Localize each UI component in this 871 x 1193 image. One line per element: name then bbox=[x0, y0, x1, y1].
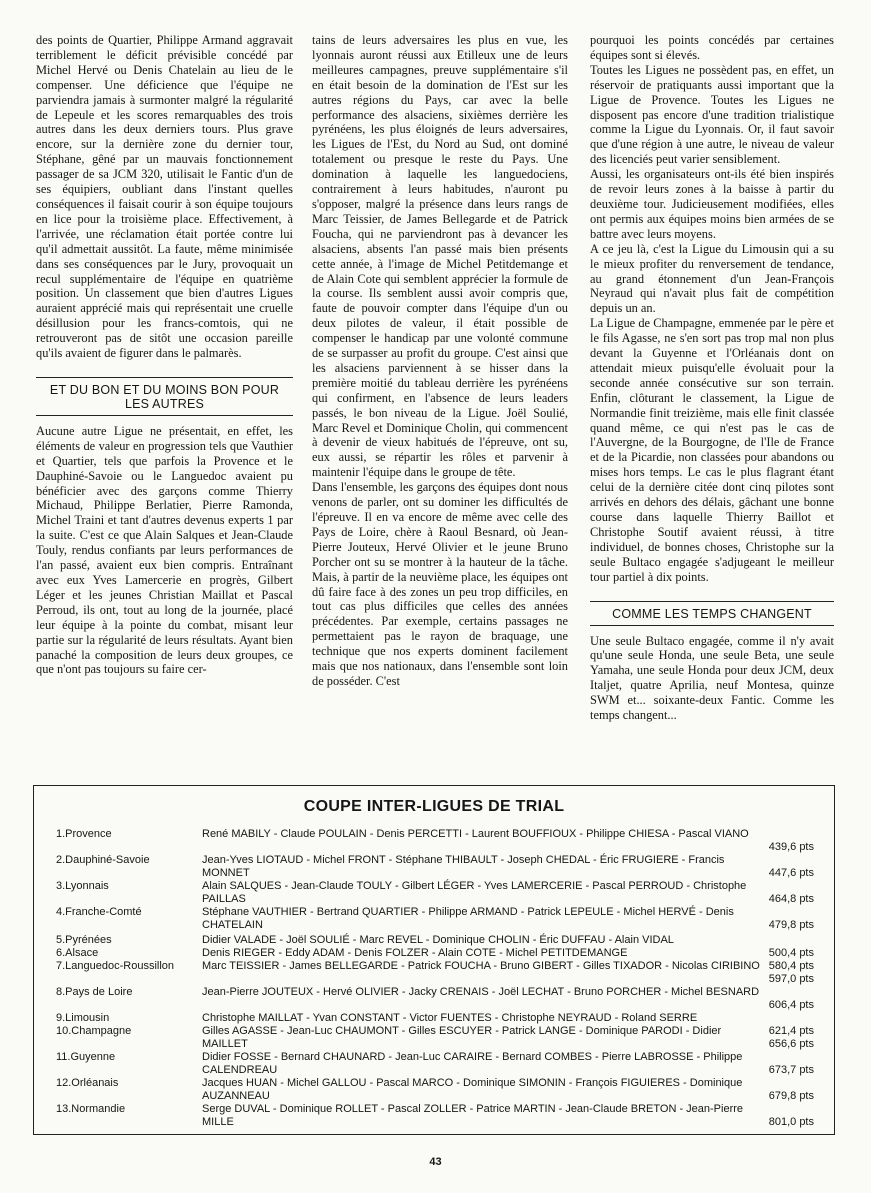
team-rank: 7.Languedoc-Roussillon bbox=[56, 960, 175, 972]
team-rank: 12.Orléanais bbox=[56, 1077, 119, 1089]
team-rank: 13.Normandie bbox=[56, 1103, 126, 1115]
team-rank: 3.Lyonnais bbox=[56, 880, 109, 892]
paragraph: A ce jeu là, c'est la Ligue du Limousin qui a su le mieux profiter du renversement de tendance, au grand étonnement d'un Jean-François Neyraud qui n'avait plus fait de compétition depuis un an. bbox=[590, 241, 834, 316]
article-column-2 bbox=[312, 33, 568, 689]
team-points: 606,4 pts bbox=[768, 999, 814, 1011]
team-riders: Denis RIEGER - Eddy ADAM - Denis FOLZER - Alain COTE - Michel PETITDEMANGE bbox=[202, 947, 628, 959]
team-points: 500,4 pts bbox=[768, 947, 814, 959]
team-rank: 9.Limousin bbox=[56, 1012, 110, 1024]
team-riders: Stéphane VAUTHIER - Bertrand QUARTIER - Philippe ARMAND - Patrick LEPEULE - Michel HERVÉ - Denis CHATELAIN bbox=[202, 906, 734, 931]
page-number: 43 bbox=[429, 1156, 442, 1168]
team-riders: Marc TEISSIER - James BELLEGARDE - Patrick FOUCHA - Bruno GIBERT - Gilles TIXADOR - Nicolas CIRIBINO bbox=[202, 960, 760, 972]
team-rank: 4.Franche-Comté bbox=[56, 906, 142, 918]
results-table bbox=[33, 785, 835, 1135]
paragraph: Une seule Bultaco engagée, comme il n'y avait qu'une seule Honda, une seule Beta, une seule Yamaha, une seule Honda pour deux JCM, deux Italjet, quatre Aprilia, neuf Montesa, quinze SWM et... soixante-deux Fantic. Comme les temps changent... bbox=[590, 633, 834, 723]
team-rank: 6.Alsace bbox=[56, 947, 99, 959]
team-riders: Jacques HUAN - Michel GALLOU - Pascal MARCO - Dominique SIMONIN - François FIGUIERES - Dominique AUZANNEAU bbox=[202, 1077, 743, 1102]
team-points: 679,8 pts bbox=[768, 1090, 814, 1102]
team-riders: Christophe MAILLAT - Yvan CONSTANT - Victor FUENTES - Christophe NEYRAUD - Roland SERRE bbox=[202, 1012, 698, 1024]
team-points: 673,7 pts bbox=[768, 1064, 814, 1076]
team-riders: Jean-Yves LIOTAUD - Michel FRONT - Stéphane THIBAULT - Joseph CHEDAL - Éric FRUGIERE - Francis MONNET bbox=[202, 854, 725, 879]
team-points: 447,6 pts bbox=[768, 867, 814, 879]
team-points: 464,8 pts bbox=[768, 893, 814, 905]
paragraph: tains de leurs adversaires les plus en vue, les lyonnais auront réussi aux Etilleux une de leurs meilleures campagnes, preuve supplémentaire s'il en était besoin de la domination de l'Est sur les autres régions du Pays, car avec la belle performance des alsaciens, sixièmes derrière les pyrénéens, les plus éloignés de leurs adversaires, les Ligues de l'Est, du Nord au Sud, ont dominé totalement ou presque le reste du Pays. Une domination à laquelle les languedociens, contrairement à leurs habitudes, n'auront pu s'opposer, malgré la présence dans leurs rangs de Marc Teissier, de James Bellegarde et de Patrick Foucha, qui ne parviendront pas à devancer les alsaciens, absents l'an passé mais bien présents cette année, à l'image de Michel Petitdemange et de Alain Cote qui semblent apprécier la formule de la course. Ils semblent aussi avoir compris que, faute de pouvoir compter dans l'équipe d'un ou deux pilotes de valeur, il était possible de compenser le handicap par une volonté commune de se surpasser au profit du groupe. C'est ainsi que les alsaciens parviennent à se hisser dans la première moitié du tableau derrière les pyrénéens qui confirment, en l'absence de leurs leaders passés, le bon niveau de la Ligue. Joël Soulié, Marc Revel et Dominique Cholin, qui commencent à devenir de vieux habitués de l'épreuve, ont su, eux aussi, se répartir les rôles et parvenir à maintenir l'équipe dans le groupe de tête. bbox=[312, 33, 568, 480]
team-points: 656,6 pts bbox=[768, 1038, 814, 1050]
article-column-1 bbox=[36, 33, 293, 677]
team-points: 439,6 pts bbox=[768, 841, 814, 853]
team-riders: Jean-Pierre JOUTEUX - Hervé OLIVIER - Jacky CRENAIS - Joël LECHAT - Bruno PORCHER - Michel BESNARD bbox=[202, 986, 760, 998]
team-rank: 5.Pyrénées bbox=[56, 934, 112, 946]
team-rank: 10.Champagne bbox=[56, 1025, 132, 1037]
team-points: 801,0 pts bbox=[768, 1116, 814, 1128]
team-points: 479,8 pts bbox=[768, 919, 814, 931]
team-riders: Alain SALQUES - Jean-Claude TOULY - Gilbert LÉGER - Yves LAMERCERIE - Pascal PERROUD - Christophe PAILLAS bbox=[202, 880, 747, 905]
article-column-3 bbox=[590, 33, 834, 723]
team-riders: Serge DUVAL - Dominique ROLLET - Pascal ZOLLER - Patrice MARTIN - Jean-Claude BRETON - Jean-Pierre MILLE bbox=[202, 1103, 744, 1128]
section-heading-temps-changent: COMME LES TEMPS CHANGENT bbox=[590, 601, 834, 626]
team-riders: Gilles AGASSE - Jean-Luc CHAUMONT - Gilles ESCUYER - Patrick LANGE - Dominique PARODI - Didier MAILLET bbox=[202, 1025, 722, 1050]
team-points: 621,4 pts bbox=[768, 1025, 814, 1037]
paragraph: des points de Quartier, Philippe Armand aggravait terriblement le déficit prévisible concédé par Michel Hervé ou Denis Chatelain au lieu de le compenser. Une déficience que l'équipe ne parviendra jamais à surmonter malgré la régularité de Lepeule et les scores remarquables des trois autres dans les deux derniers tours. Plus grave encore, sur la dernière zone du dernier tour, Stéphane, gêné par un mauvais fonctionnement passager de sa JCM 320, utilisait le Fantic d'un de ses équipiers, oubliant dans l'instant quelles conséquences il faisait courir à son équipe toujours en lice pour la troisième place. Effectivement, à l'arrivée, une réclamation était portée contre lui qu'il admettait aussitôt. La faute, même minimisée dans ses conséquences par le Jury, provoquait un recul supplémentaire de l'équipe en quatrième position. Un classement que bien d'autres Ligues auraient apprécié mais qui représentait une cruelle désillusion pour les francs-comtois, qui ne retrouveront pas de sitôt une occasion pareille qu'ils avaient de figurer dans le palmarès. bbox=[36, 33, 293, 361]
section-heading-bon-moins-bon: ET DU BON ET DU MOINS BON POUR LES AUTRES bbox=[36, 377, 293, 416]
paragraph: Aussi, les organisateurs ont-ils été bien inspirés de revoir leurs zones à la baisse à partir du deuxième tour. Judicieusement modifiées, elles ont permis aux équipes moins bien armées de se battre avec leurs moyens. bbox=[590, 167, 834, 241]
paragraph: pourquoi les points concédés par certaines équipes sont si élevés. bbox=[590, 33, 834, 62]
team-rank: 8.Pays de Loire bbox=[56, 986, 133, 998]
results-title: COUPE INTER-LIGUES DE TRIAL bbox=[303, 798, 565, 815]
team-rank: 2.Dauphiné-Savoie bbox=[56, 854, 150, 866]
team-rank: 11.Guyenne bbox=[56, 1051, 116, 1063]
team-riders: Didier FOSSE - Bernard CHAUNARD - Jean-Luc CARAIRE - Bernard COMBES - Pierre LABROSSE - Philippe CALENDREAU bbox=[202, 1051, 743, 1076]
team-riders: Didier VALADE - Joël SOULIÉ - Marc REVEL - Dominique CHOLIN - Éric DUFFAU - Alain VIDAL bbox=[202, 934, 674, 946]
team-rank: 1.Provence bbox=[56, 828, 112, 840]
paragraph: Aucune autre Ligue ne présentait, en effet, les éléments de valeur en progression tels que Vauthier et Quartier, tels que parfois la Provence et le Dauphiné-Savoie ou le Languedoc avaient pu bénéficier avec des garçons comme Thierry Michaud, Philippe Berlatier, Pierre Ramonda, Michel Traini et tant d'autres devenus experts 1 par la suite. C'est ce que Alain Salques et Jean-Claude Touly, rendus confiants par leurs performances de l'an passé, avaient eux bien compris. Entraînant avec eux Yves Lamercerie en progrès, Gilbert Léger et les jeunes Christian Maillat et Pascal Perroud, ils ont, tout au long de la journée, placé leur équipe à la pointe du combat, misant leur partie sur la régularité de leurs résultats. Ayant bien panaché la composition de leurs deux groupes, ce que n'ont pas toujours su faire cer- bbox=[36, 423, 293, 677]
team-points: 580,4 pts bbox=[768, 960, 814, 972]
paragraph: Toutes les Ligues ne possèdent pas, en effet, un réservoir de pratiquants aussi important que la Ligue de Provence. Toutes les Ligues ne disposent pas encore d'une tradition trialistique comme la Ligue du Lyonnais. Or, il faut savoir que d'une région à une autre, le niveau de valeur des licenciés peut varier sensiblement. bbox=[590, 62, 834, 167]
team-points: 597,0 pts bbox=[768, 973, 814, 985]
paragraph: La Ligue de Champagne, emmenée par le père et le fils Agasse, ne s'en sort pas trop mal non plus devant la Guyenne et l'Orléanais dont on attendait mieux puisqu'elle évoluait pour la seconde année consécutive sur son terrain. Enfin, clôturant le classement, la Ligue de Normandie finit treizième, mais elle finit classée quand même, ce qui n'est pas le cas de l'Auvergne, de la Bourgogne, de l'Ile de France et de la Picardie, non classées pour abandons ou mises hors temps. Le cas le plus flagrant étant celui de la dernière citée dont cinq pilotes sont arrivés en dehors des délais, gâchant une bonne course dans laquelle Thierry Baillot et Christophe Soutif avaient réussi, à titre individuel, de bonnes choses, Christophe sur la seule Bultaco engagée s'adjugeant le meilleur tour partiel à dix points. bbox=[590, 316, 834, 584]
team-riders: René MABILY - Claude POULAIN - Denis PERCETTI - Laurent BOUFFIOUX - Philippe CHIESA - Pascal VIANO bbox=[202, 828, 749, 840]
paragraph: Dans l'ensemble, les garçons des équipes dont nous venons de parler, ont su dominer les difficultés de l'épreuve. Il en va encore de même avec celle des Pays de Loire, chère à Raoul Besnard, où Jean-Pierre Jouteux, Hervé Olivier et le jeune Bruno Porcher ont su se montrer à la hauteur de la tâche. Mais, à partir de la neuvième place, les équipes ont dû faire face à des zones un peu trop difficiles, en tout cas plus difficiles que celles des années précédentes. Par exemple, certains passages ne permettaient pas le rayon de braquage, une technique que nos experts dominent facilement mais que nos nationaux, dans l'ensemble sont loin de posséder. C'est bbox=[312, 480, 568, 688]
